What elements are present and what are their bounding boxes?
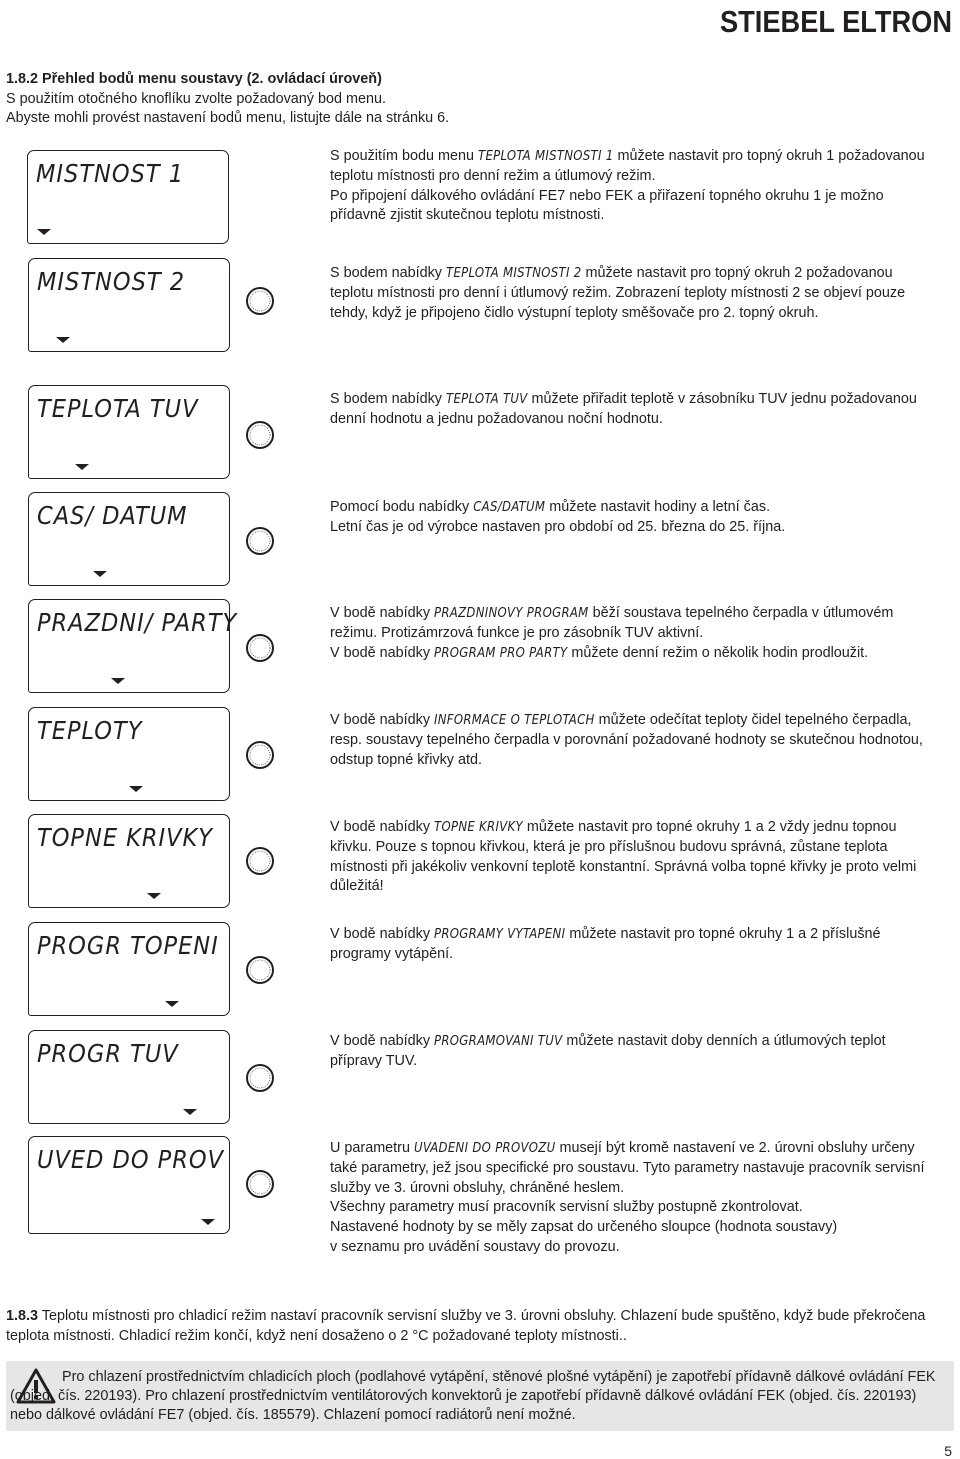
arrow-down-icon xyxy=(56,337,70,343)
desc-text: můžete denní režim o několik hodin prodloužit. xyxy=(567,644,869,661)
desc-text: můžete nastavit pro topný okruh 1 požadovanou teplotu místnosti pro denní režim a útlumový režim. xyxy=(330,148,925,184)
page-number: 5 xyxy=(944,1443,952,1459)
arrow-down-icon xyxy=(183,1109,197,1115)
desc-text: musejí být kromě nastavení ve 2. úrovni obsluhy určeny také parametry, jež jsou specifické pro soustavu. Tyto parametry nastavuje pracovník servisní služby ve 3. úrovni obsluhy, chráněné heslem. xyxy=(330,1140,925,1196)
arrow-down-icon xyxy=(147,893,161,899)
arrow-down-icon xyxy=(37,229,51,235)
lcd-text: TOPNE KRIVKY xyxy=(37,823,214,852)
desc-text: můžete nastavit pro topné okruhy 1 a 2 vždy jednu topnou křivku. Pouze s topnou křivkou, která je pro příslušnou budovu správná, zůstane teplota místnosti při jakékoliv venkovní teplotě konstantní. Správná volba topné křivky je proto velmi důležitá! xyxy=(330,819,917,895)
menu-item-name: CAS/DATUM xyxy=(473,500,546,515)
desc-text: V bodě nabídky xyxy=(330,605,435,621)
item-description xyxy=(330,818,930,897)
desc-text: v seznamu pro uvádění soustavy do provozu. xyxy=(330,1238,620,1255)
lcd-display xyxy=(27,150,229,244)
rotary-knob-icon xyxy=(245,526,275,556)
intro-line-1: S použitím otočného knoflíku zvolte požadovaný bod menu. xyxy=(6,90,386,107)
desc-text: můžete nastavit hodiny a letní čas. xyxy=(545,499,771,515)
desc-text: Po připojení dálkového ovládání FE7 nebo FEK a přiřazení topného okruhu 1 je možno přídavně zjistit skutečnou teplotu místnosti. xyxy=(330,187,884,224)
item-description xyxy=(330,390,930,430)
lcd-text: PROGR TOPENI xyxy=(37,931,219,960)
brand-logo xyxy=(718,0,954,40)
item-description xyxy=(330,147,930,226)
arrow-down-icon xyxy=(165,1001,179,1007)
lcd-text: TEPLOTA TUV xyxy=(37,394,199,423)
intro-line-2: Abyste mohli provést nastavení bodů menu, listujte dále na stránku 6. xyxy=(6,110,450,126)
menu-item-name: INFORMACE O TEPLOTACH xyxy=(434,713,595,728)
desc-text: V bodě nabídky xyxy=(330,819,435,835)
desc-text: Letní čas je od výrobce nastaven pro období od 25. března do 25. října. xyxy=(330,518,786,535)
desc-text: S bodem nabídky xyxy=(330,265,446,281)
desc-text: V bodě nabídky xyxy=(330,926,435,942)
menu-item-name: TEPLOTA TUV xyxy=(446,392,528,407)
lcd-text: PROGR TUV xyxy=(37,1039,179,1068)
desc-text: můžete nastavit pro topný okruh 2 požadovanou teplotu místnosti pro denní i útlumový režim. Zobrazení teploty místnosti 2 se objeví pouze tehdy, když je připojeno čidlo výstupní teploty směšovače pro 2. topný okruh. xyxy=(330,265,906,321)
rotary-knob-icon xyxy=(245,1063,275,1093)
lcd-display xyxy=(28,258,230,352)
rotary-knob-icon xyxy=(245,286,275,316)
item-description xyxy=(330,1032,930,1072)
warning-box xyxy=(6,1361,954,1431)
desc-text: S použitím bodu menu xyxy=(330,148,478,164)
desc-text: můžete nastavit pro topné okruhy 1 a 2 příslušné programy vytápění. xyxy=(330,926,881,962)
lcd-display xyxy=(28,385,230,479)
rotary-knob-icon xyxy=(245,420,275,450)
desc-text: S bodem nabídky xyxy=(330,391,446,407)
item-description xyxy=(330,498,930,538)
item-description xyxy=(330,604,930,663)
desc-text: můžete nastavit doby denních a útlumových teplot přípravy TUV. xyxy=(330,1033,886,1069)
lcd-text: MISTNOST 1 xyxy=(36,159,185,188)
lcd-text: CAS/ DATUM xyxy=(37,501,188,530)
menu-item-name: PROGRAM PRO PARTY xyxy=(434,645,568,661)
item-description xyxy=(330,1139,930,1258)
menu-item-name: TEPLOTA MISTNOSTI 1 xyxy=(478,149,614,164)
lcd-text: UVED DO PROV xyxy=(37,1145,224,1174)
intro xyxy=(6,70,926,129)
lcd-display xyxy=(28,599,238,693)
desc-text: Všechny parametry musí pracovník servisní služby postupně zkontrolovat. xyxy=(330,1199,803,1216)
rotary-knob-icon xyxy=(245,846,275,876)
menu-item-name: PRAZDNINOVY PROGRAM xyxy=(434,606,589,621)
desc-text: V bodě nabídky xyxy=(330,712,435,728)
rotary-knob-icon xyxy=(245,955,275,985)
menu-item-name: PROGRAMOVANI TUV xyxy=(434,1034,563,1049)
menu-item-name: PROGRAMY VYTAPENI xyxy=(434,927,566,942)
menu-item-name: UVADENI DO PROVOZU xyxy=(413,1141,556,1156)
lcd-display xyxy=(28,814,230,908)
menu-item-name: TEPLOTA MISTNOSTI 2 xyxy=(446,266,582,281)
desc-text: běží soustava tepelného čerpadla v útlumovém režimu. Protizámrzová funkce je pro zásobník TUV aktivní. xyxy=(330,605,894,641)
arrow-down-icon xyxy=(129,786,143,792)
lcd-display xyxy=(28,707,230,801)
desc-text: V bodě nabídky xyxy=(330,644,435,661)
menu-item-name: TOPNE KRIVKY xyxy=(434,820,523,835)
desc-text: můžete odečítat teploty čidel tepelného čerpadla, resp. soustavy tepelného čerpadla v porovnání požadované hodnoty se skutečnou hodnotou, odstup topné křivky atd. xyxy=(330,712,923,768)
arrow-down-icon xyxy=(201,1219,215,1225)
lcd-text: TEPLOTY xyxy=(37,716,143,745)
desc-text: Pomocí bodu nabídky xyxy=(330,499,474,515)
rotary-knob-icon xyxy=(245,740,275,770)
rotary-knob-icon xyxy=(245,1169,275,1199)
rotary-knob-icon xyxy=(245,633,275,663)
section-number: 1.8.3 xyxy=(6,1308,39,1324)
section-heading: 1.8.2 Přehled bodů menu soustavy (2. ovládací úroveň) xyxy=(6,71,382,87)
brand-logo-text: STIEBEL ELTRON xyxy=(720,4,952,39)
lcd-text: PRAZDNI/ PARTY xyxy=(37,608,238,637)
desc-text: Nastavené hodnoty by se měly zapsat do určeného sloupce (hodnota soustavy) xyxy=(330,1219,838,1236)
warning-text: Pro chlazení prostřednictvím chladicích ploch (podlahové vytápění, stěnové plošné vytápění) je zapotřebí přídavně dálkové ovládání FEK (objed. čís. 220193). Pro chlazení prostřednictvím ventilátorových konvektorů je zapotřebí přídavně dálkové ovládání FEK (objed. čís. 220193) nebo dálkové ovládání FE7 (objed. čís. 185579). Chlazení pomocí radiátorů není možné. xyxy=(10,1369,936,1423)
desc-text: můžete přiřadit teplotě v zásobníku TUV jednu požadovanou denní hodnotu a jednu požadovanou noční hodnotu. xyxy=(330,391,917,427)
lcd-display xyxy=(28,492,230,586)
arrow-down-icon xyxy=(75,464,89,470)
section-1-8-3 xyxy=(6,1306,954,1346)
section-text: Teplotu místnosti pro chladicí režim nastaví pracovník servisní služby ve 3. úrovni obsluhy. Chlazení bude spuštěno, když bude překročena teplota místnosti. Chladicí režim končí, když není dosaženo o 2 °C požadované teploty místnosti.. xyxy=(6,1308,926,1344)
lcd-text: MISTNOST 2 xyxy=(37,267,186,296)
arrow-down-icon xyxy=(111,678,125,684)
arrow-down-icon xyxy=(93,571,107,577)
item-description xyxy=(330,264,930,323)
item-description xyxy=(330,711,930,770)
lcd-display xyxy=(28,1030,230,1124)
desc-text: U parametru xyxy=(330,1140,414,1156)
desc-text: V bodě nabídky xyxy=(330,1033,435,1049)
lcd-display xyxy=(28,922,230,1016)
item-description xyxy=(330,925,930,965)
lcd-display xyxy=(28,1136,230,1234)
